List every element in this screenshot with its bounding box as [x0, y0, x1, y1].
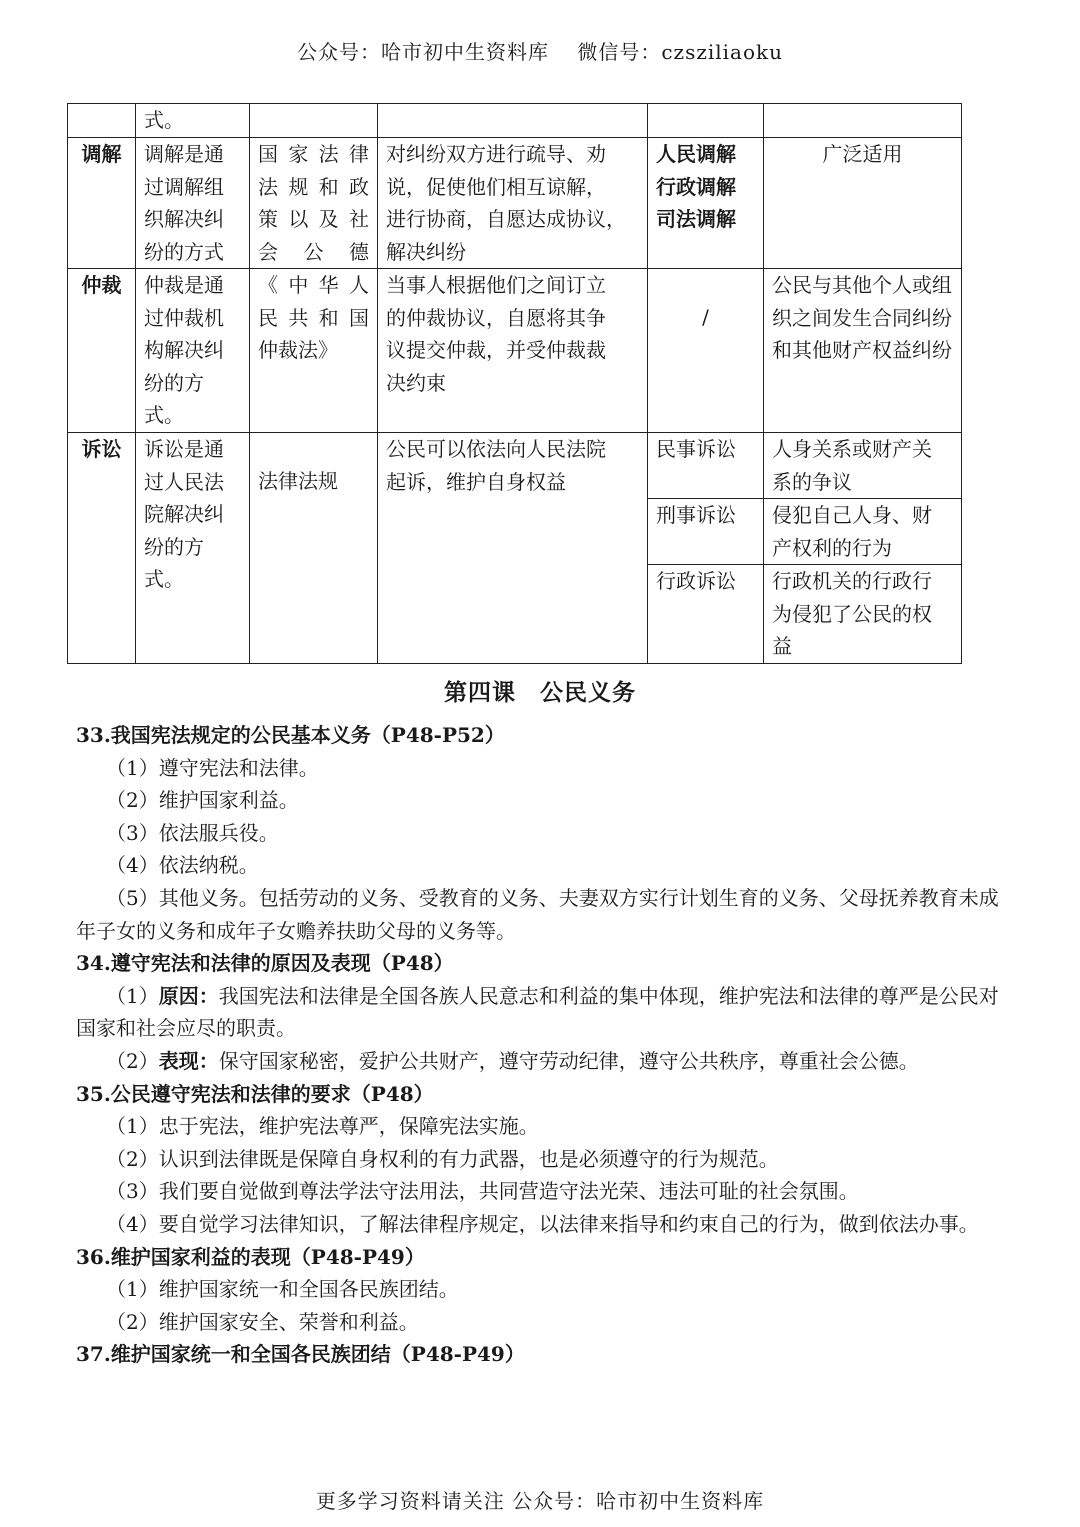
- list-item: （2）认识到法律既是保障自身权利的有力武器，也是必须遵守的行为规范。: [106, 1146, 779, 1171]
- table-row-mediation: [68, 138, 962, 269]
- list-item: （5）其他义务。包括劳动的义务、受教育的义务、夫妻双方实行计划生育的义务、父母抚养教育未成年子女的义务和成年子女赡养扶助父母的义务等。: [76, 885, 999, 943]
- cell-fragment: 式。: [136, 104, 250, 138]
- row-label: 仲裁: [68, 269, 136, 433]
- list-item: （1）维护国家统一和全国各民族团结。: [106, 1277, 459, 1302]
- section-heading: 35.公民遵守宪法和法律的要求（P48）: [76, 1081, 434, 1106]
- cell-type: 民事诉讼: [648, 433, 764, 499]
- cell-scope: 人身关系或财产关 系的争议: [764, 433, 962, 499]
- cell-definition: 诉讼是通 过人民法 院解决纠 纷的方式。: [136, 433, 250, 664]
- list-item: （3）依法服兵役。: [106, 820, 279, 845]
- cell-definition: 仲裁是通 过仲裁机 构解决纠 纷的方 式。: [136, 269, 250, 433]
- section-heading: 33.我国宪法规定的公民基本义务（P48-P52）: [76, 723, 505, 747]
- section-heading: 36.维护国家利益的表现（P48-P49）: [76, 1244, 425, 1269]
- list-item: （2）维护国家安全、荣誉和利益。: [106, 1309, 419, 1334]
- section-heading: 37.维护国家统一和全国各民族团结（P48-P49）: [76, 1342, 525, 1367]
- page-header: 公众号：哈市初中生资料库 微信号：czsziliaoku: [296, 40, 784, 64]
- list-item: （3）我们要自觉做到尊法学法守法用法，共同营造守法光荣、违法可耻的社会氛围。: [106, 1179, 859, 1204]
- cell-type: 行政诉讼: [648, 565, 764, 664]
- cell-scope: 广泛适用: [764, 138, 962, 269]
- table-row-arbitration: [68, 269, 962, 433]
- row-label: 诉讼: [68, 433, 136, 664]
- table-row-litigation: [68, 433, 962, 499]
- table-row: [68, 104, 962, 138]
- list-item: （1）原因：我国宪法和法律是全国各族人民意志和利益的集中体现，维护宪法和法律的尊严是公民对国家和社会应尽的职责。: [76, 983, 999, 1041]
- row-label: 调解: [68, 138, 136, 269]
- cell-method: 公民可以依法向人民法院 起诉，维护自身权益: [378, 433, 648, 664]
- cell-scope: 行政机关的行政行 为侵犯了公民的权 益: [764, 565, 962, 664]
- cell-basis: 《中华人 民共和国 仲裁法》: [250, 269, 378, 433]
- item-key: 表现：: [158, 1048, 219, 1073]
- list-item: （4）要自觉学习法律知识，了解法律程序规定，以法律来指导和约束自己的行为，做到依法办事。: [106, 1211, 979, 1236]
- list-item: （2）维护国家利益。: [106, 788, 299, 813]
- list-item: （2）表现：保守国家秘密，爱护公共财产，遵守劳动纪律，遵守公共秩序，尊重社会公德。: [106, 1048, 919, 1073]
- cell-scope: 公民与其他个人或组 织之间发生合同纠纷 和其他财产权益纠纷: [764, 269, 962, 433]
- dispute-resolution-table: [67, 103, 962, 664]
- cell-method: 当事人根据他们之间订立 的仲裁协议，自愿将其争 议提交仲裁，并受仲裁裁 决约束: [378, 269, 648, 433]
- cell-definition: 调解是通 过调解组 织解决纠 纷的方式: [136, 138, 250, 269]
- content-body: [76, 719, 1006, 1371]
- section-heading: 34.遵守宪法和法律的原因及表现（P48）: [76, 951, 454, 976]
- list-item: （4）依法纳税。: [106, 853, 259, 878]
- item-key: 原因：: [158, 983, 219, 1008]
- list-item: （1）忠于宪法，维护宪法尊严，保障宪法实施。: [106, 1114, 539, 1139]
- cell-basis: 国家法律 法规和政 策以及社 会公德: [250, 138, 378, 269]
- cell-method: 对纠纷双方进行疏导、劝 说，促使他们相互谅解， 进行协商，自愿达成协议， 解决纠纷: [378, 138, 648, 269]
- lesson-title: 第四课 公民义务: [444, 679, 636, 706]
- cell-types: /: [648, 269, 764, 433]
- page-footer: 更多学习资料请关注 公众号：哈市初中生资料库: [315, 1489, 765, 1513]
- cell-scope: 侵犯自己人身、财 产权利的行为: [764, 499, 962, 565]
- cell-type: 刑事诉讼: [648, 499, 764, 565]
- cell-basis: 法律法规: [250, 433, 378, 664]
- cell-types: 人民调解 行政调解 司法调解: [648, 138, 764, 269]
- list-item: （1）遵守宪法和法律。: [106, 755, 319, 780]
